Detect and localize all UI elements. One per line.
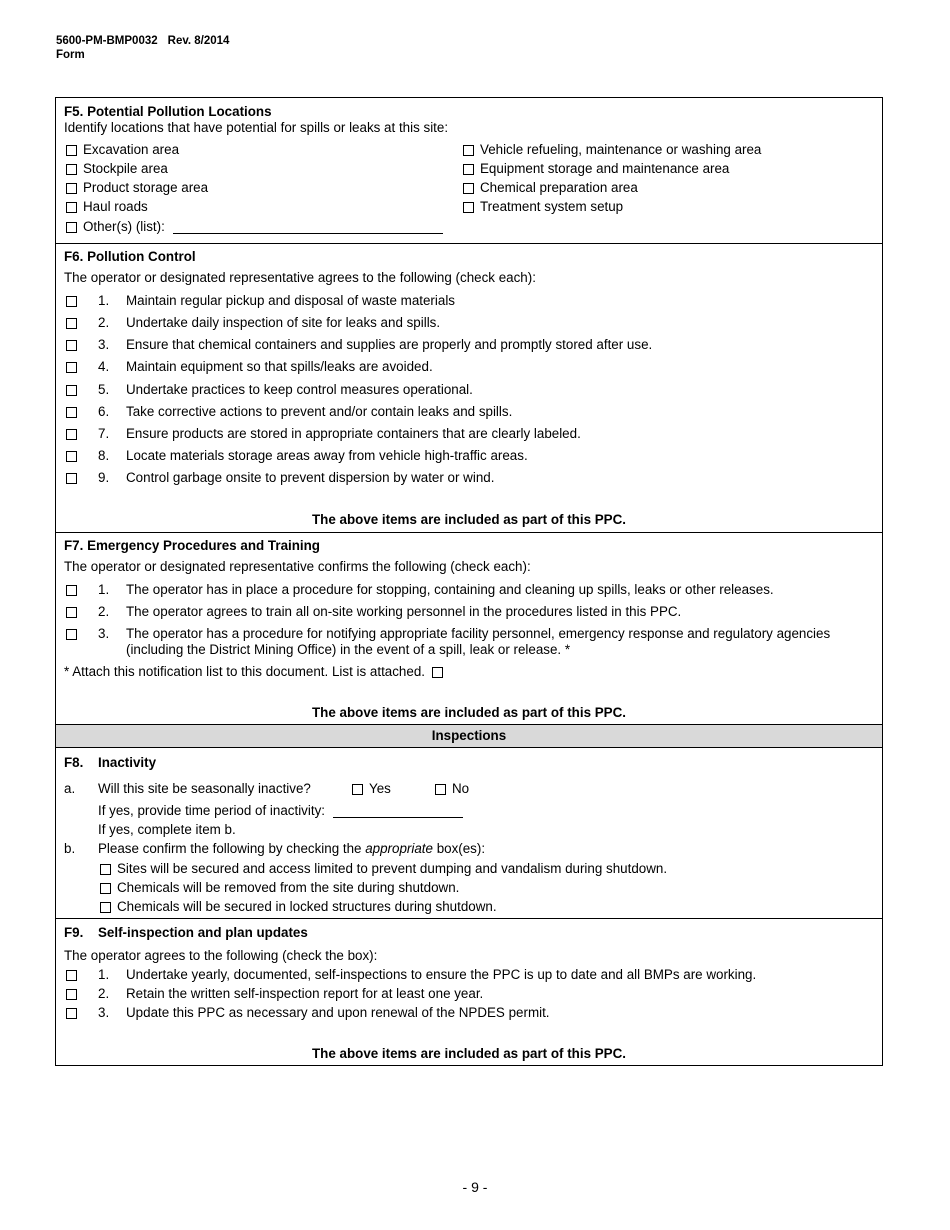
f6-item-3	[66, 337, 83, 352]
f8-b-item-1: Sites will be secured and access limited to prevent dumping and vandalism during shutdown.	[100, 861, 667, 876]
f7-item-3-num: 3.	[98, 626, 110, 641]
f6-item-1	[66, 293, 83, 308]
f5-intro: Identify locations that have potential for spills or leaks at this site:	[64, 120, 449, 135]
f8-b-item-2: Chemicals will be removed from the site during shutdown.	[100, 880, 459, 895]
f8-b-label: b.	[64, 841, 76, 856]
product-storage-checkbox[interactable]	[66, 183, 77, 194]
section-f8	[56, 748, 882, 919]
other-input-line[interactable]	[173, 223, 443, 234]
f7-item-1-text: The operator has in place a procedure for stopping, containing and cleaning up spills, leaks or other releases.	[126, 582, 774, 597]
f6-item-5-num: 5.	[98, 382, 110, 397]
f8-a-label: a.	[64, 781, 76, 796]
section-f9	[56, 919, 882, 1065]
f6-item-9-num: 9.	[98, 470, 110, 485]
f8-b-item-3: Chemicals will be secured in locked structures during shutdown.	[100, 899, 497, 914]
f8-b-intro: Please confirm the following by checking the appropriate box(es):	[98, 841, 486, 856]
f8-b-item-1-checkbox[interactable]	[100, 864, 111, 875]
f7-intro: The operator or designated representative confirms the following (check each):	[64, 559, 531, 574]
f7-item-3-checkbox[interactable]	[66, 629, 77, 640]
f6-item-5	[66, 382, 83, 397]
f6-item-1-num: 1.	[98, 293, 110, 308]
f6-item-5-checkbox[interactable]	[66, 385, 77, 396]
inactivity-period-input[interactable]	[333, 807, 463, 818]
f7-item-1-checkbox[interactable]	[66, 585, 77, 596]
f8-b-item-2-checkbox[interactable]	[100, 883, 111, 894]
equipment-storage-checkbox[interactable]	[463, 164, 474, 175]
f8-title-num: F8.	[64, 755, 84, 770]
f9-item-3-text: Update this PPC as necessary and upon renewal of the NPDES permit.	[126, 1005, 550, 1020]
f5-option: Chemical preparation area	[463, 180, 638, 195]
f6-item-9-text: Control garbage onsite to prevent dispersion by water or wind.	[126, 470, 495, 485]
f6-item-2-checkbox[interactable]	[66, 318, 77, 329]
f6-item-8-checkbox[interactable]	[66, 451, 77, 462]
f5-option: Equipment storage and maintenance area	[463, 161, 729, 176]
f6-item-7	[66, 426, 83, 441]
f7-item-1-num: 1.	[98, 582, 110, 597]
f8-complete-b: If yes, complete item b.	[98, 822, 236, 837]
f6-intro: The operator or designated representative agrees to the following (check each):	[64, 270, 536, 285]
f6-item-6	[66, 404, 83, 419]
form-label: Form	[56, 49, 85, 61]
f5-option: Excavation area	[66, 142, 179, 157]
f6-item-9-checkbox[interactable]	[66, 473, 77, 484]
f6-item-3-checkbox[interactable]	[66, 340, 77, 351]
form-header	[56, 34, 229, 62]
f6-item-4-num: 4.	[98, 359, 110, 374]
f6-item-8-num: 8.	[98, 448, 110, 463]
inactive-yes-checkbox[interactable]	[352, 784, 363, 795]
chemical-prep-checkbox[interactable]	[463, 183, 474, 194]
f6-item-4-text: Maintain equipment so that spills/leaks are avoided.	[126, 359, 433, 374]
f6-item-4-checkbox[interactable]	[66, 362, 77, 373]
f6-item-1-text: Maintain regular pickup and disposal of waste materials	[126, 293, 455, 308]
f8-no-option: No	[435, 781, 469, 796]
f6-item-3-text: Ensure that chemical containers and supplies are properly and promptly stored after use.	[126, 337, 653, 352]
section-f7	[56, 533, 882, 725]
excavation-checkbox[interactable]	[66, 145, 77, 156]
f6-item-1-checkbox[interactable]	[66, 296, 77, 307]
f7-item-3	[66, 626, 83, 641]
f7-item-1	[66, 582, 83, 597]
f7-item-2-checkbox[interactable]	[66, 607, 77, 618]
treatment-system-checkbox[interactable]	[463, 202, 474, 213]
f8-a-question: Will this site be seasonally inactive?	[98, 781, 311, 796]
f6-title: F6. Pollution Control	[64, 249, 196, 264]
f6-footer: The above items are included as part of this PPC.	[311, 512, 627, 527]
f9-item-2-checkbox[interactable]	[66, 989, 77, 1000]
f7-attach-note: * Attach this notification list to this document. List is attached.	[64, 664, 449, 679]
inspections-bar: Inspections	[56, 725, 882, 748]
f5-title: F5. Potential Pollution Locations	[64, 104, 272, 119]
section-f5	[56, 98, 882, 244]
f8-yes-option: Yes	[352, 781, 391, 796]
f7-item-2-text: The operator agrees to train all on-site working personnel in the procedures listed in this PPC.	[126, 604, 682, 619]
f9-item-3	[66, 1005, 83, 1020]
form-id: 5600-PM-BMP0032	[56, 35, 158, 47]
f7-footer: The above items are included as part of this PPC.	[311, 705, 627, 720]
inactive-no-checkbox[interactable]	[435, 784, 446, 795]
section-f6	[56, 244, 882, 533]
f9-item-3-num: 3.	[98, 1005, 110, 1020]
f9-item-1	[66, 967, 83, 982]
f9-item-3-checkbox[interactable]	[66, 1008, 77, 1019]
vehicle-refueling-checkbox[interactable]	[463, 145, 474, 156]
f6-item-8	[66, 448, 83, 463]
f9-item-2	[66, 986, 83, 1001]
f6-item-8-text: Locate materials storage areas away from vehicle high-traffic areas.	[126, 448, 528, 463]
f9-footer: The above items are included as part of this PPC.	[311, 1046, 627, 1061]
f9-item-1-checkbox[interactable]	[66, 970, 77, 981]
f6-item-4	[66, 359, 83, 374]
f7-item-2	[66, 604, 83, 619]
f6-item-2-text: Undertake daily inspection of site for leaks and spills.	[126, 315, 441, 330]
f9-intro: The operator agrees to the following (check the box):	[64, 948, 378, 963]
f6-item-6-checkbox[interactable]	[66, 407, 77, 418]
other-checkbox[interactable]	[66, 222, 77, 233]
f5-option: Vehicle refueling, maintenance or washing area	[463, 142, 761, 157]
f9-title-num: F9.	[64, 925, 84, 940]
f6-item-9	[66, 470, 83, 485]
f6-item-3-num: 3.	[98, 337, 110, 352]
f9-item-1-text: Undertake yearly, documented, self-inspections to ensure the PPC is up to date and all BMPs are working.	[126, 967, 757, 982]
f7-item-3-text-cont: (including the District Mining Office) in the event of a spill, leak or release. *	[126, 642, 571, 657]
page-number: - 9 -	[462, 1179, 488, 1195]
form-body	[55, 97, 883, 1066]
f9-item-2-text: Retain the written self-inspection report for at least one year.	[126, 986, 484, 1001]
f7-item-2-num: 2.	[98, 604, 110, 619]
f9-item-1-num: 1.	[98, 967, 110, 982]
f9-title: Self-inspection and plan updates	[98, 925, 308, 940]
f6-item-2	[66, 315, 83, 330]
f6-item-5-text: Undertake practices to keep control measures operational.	[126, 382, 473, 397]
f5-option: Stockpile area	[66, 161, 168, 176]
f8-title: Inactivity	[98, 755, 157, 770]
f5-option: Haul roads	[66, 199, 148, 214]
f6-item-7-text: Ensure products are stored in appropriate containers that are clearly labeled.	[126, 426, 581, 441]
f6-item-7-checkbox[interactable]	[66, 429, 77, 440]
f7-item-3-text: The operator has a procedure for notifying appropriate facility personnel, emergency response and regulatory agencies	[126, 626, 831, 641]
stockpile-checkbox[interactable]	[66, 164, 77, 175]
f5-option: Product storage area	[66, 180, 208, 195]
haul-roads-checkbox[interactable]	[66, 202, 77, 213]
f6-item-6-num: 6.	[98, 404, 110, 419]
form-revision: Rev. 8/2014	[167, 35, 230, 47]
f6-item-6-text: Take corrective actions to prevent and/or contain leaks and spills.	[126, 404, 513, 419]
f8-b-item-3-checkbox[interactable]	[100, 902, 111, 913]
f7-title: F7. Emergency Procedures and Training	[64, 538, 320, 553]
f8-period: If yes, provide time period of inactivity:	[98, 803, 463, 818]
f9-item-2-num: 2.	[98, 986, 110, 1001]
f5-option-other: Other(s) (list):	[66, 219, 443, 234]
f6-item-7-num: 7.	[98, 426, 110, 441]
f6-item-2-num: 2.	[98, 315, 110, 330]
f5-option: Treatment system setup	[463, 199, 623, 214]
list-attached-checkbox[interactable]	[432, 667, 443, 678]
